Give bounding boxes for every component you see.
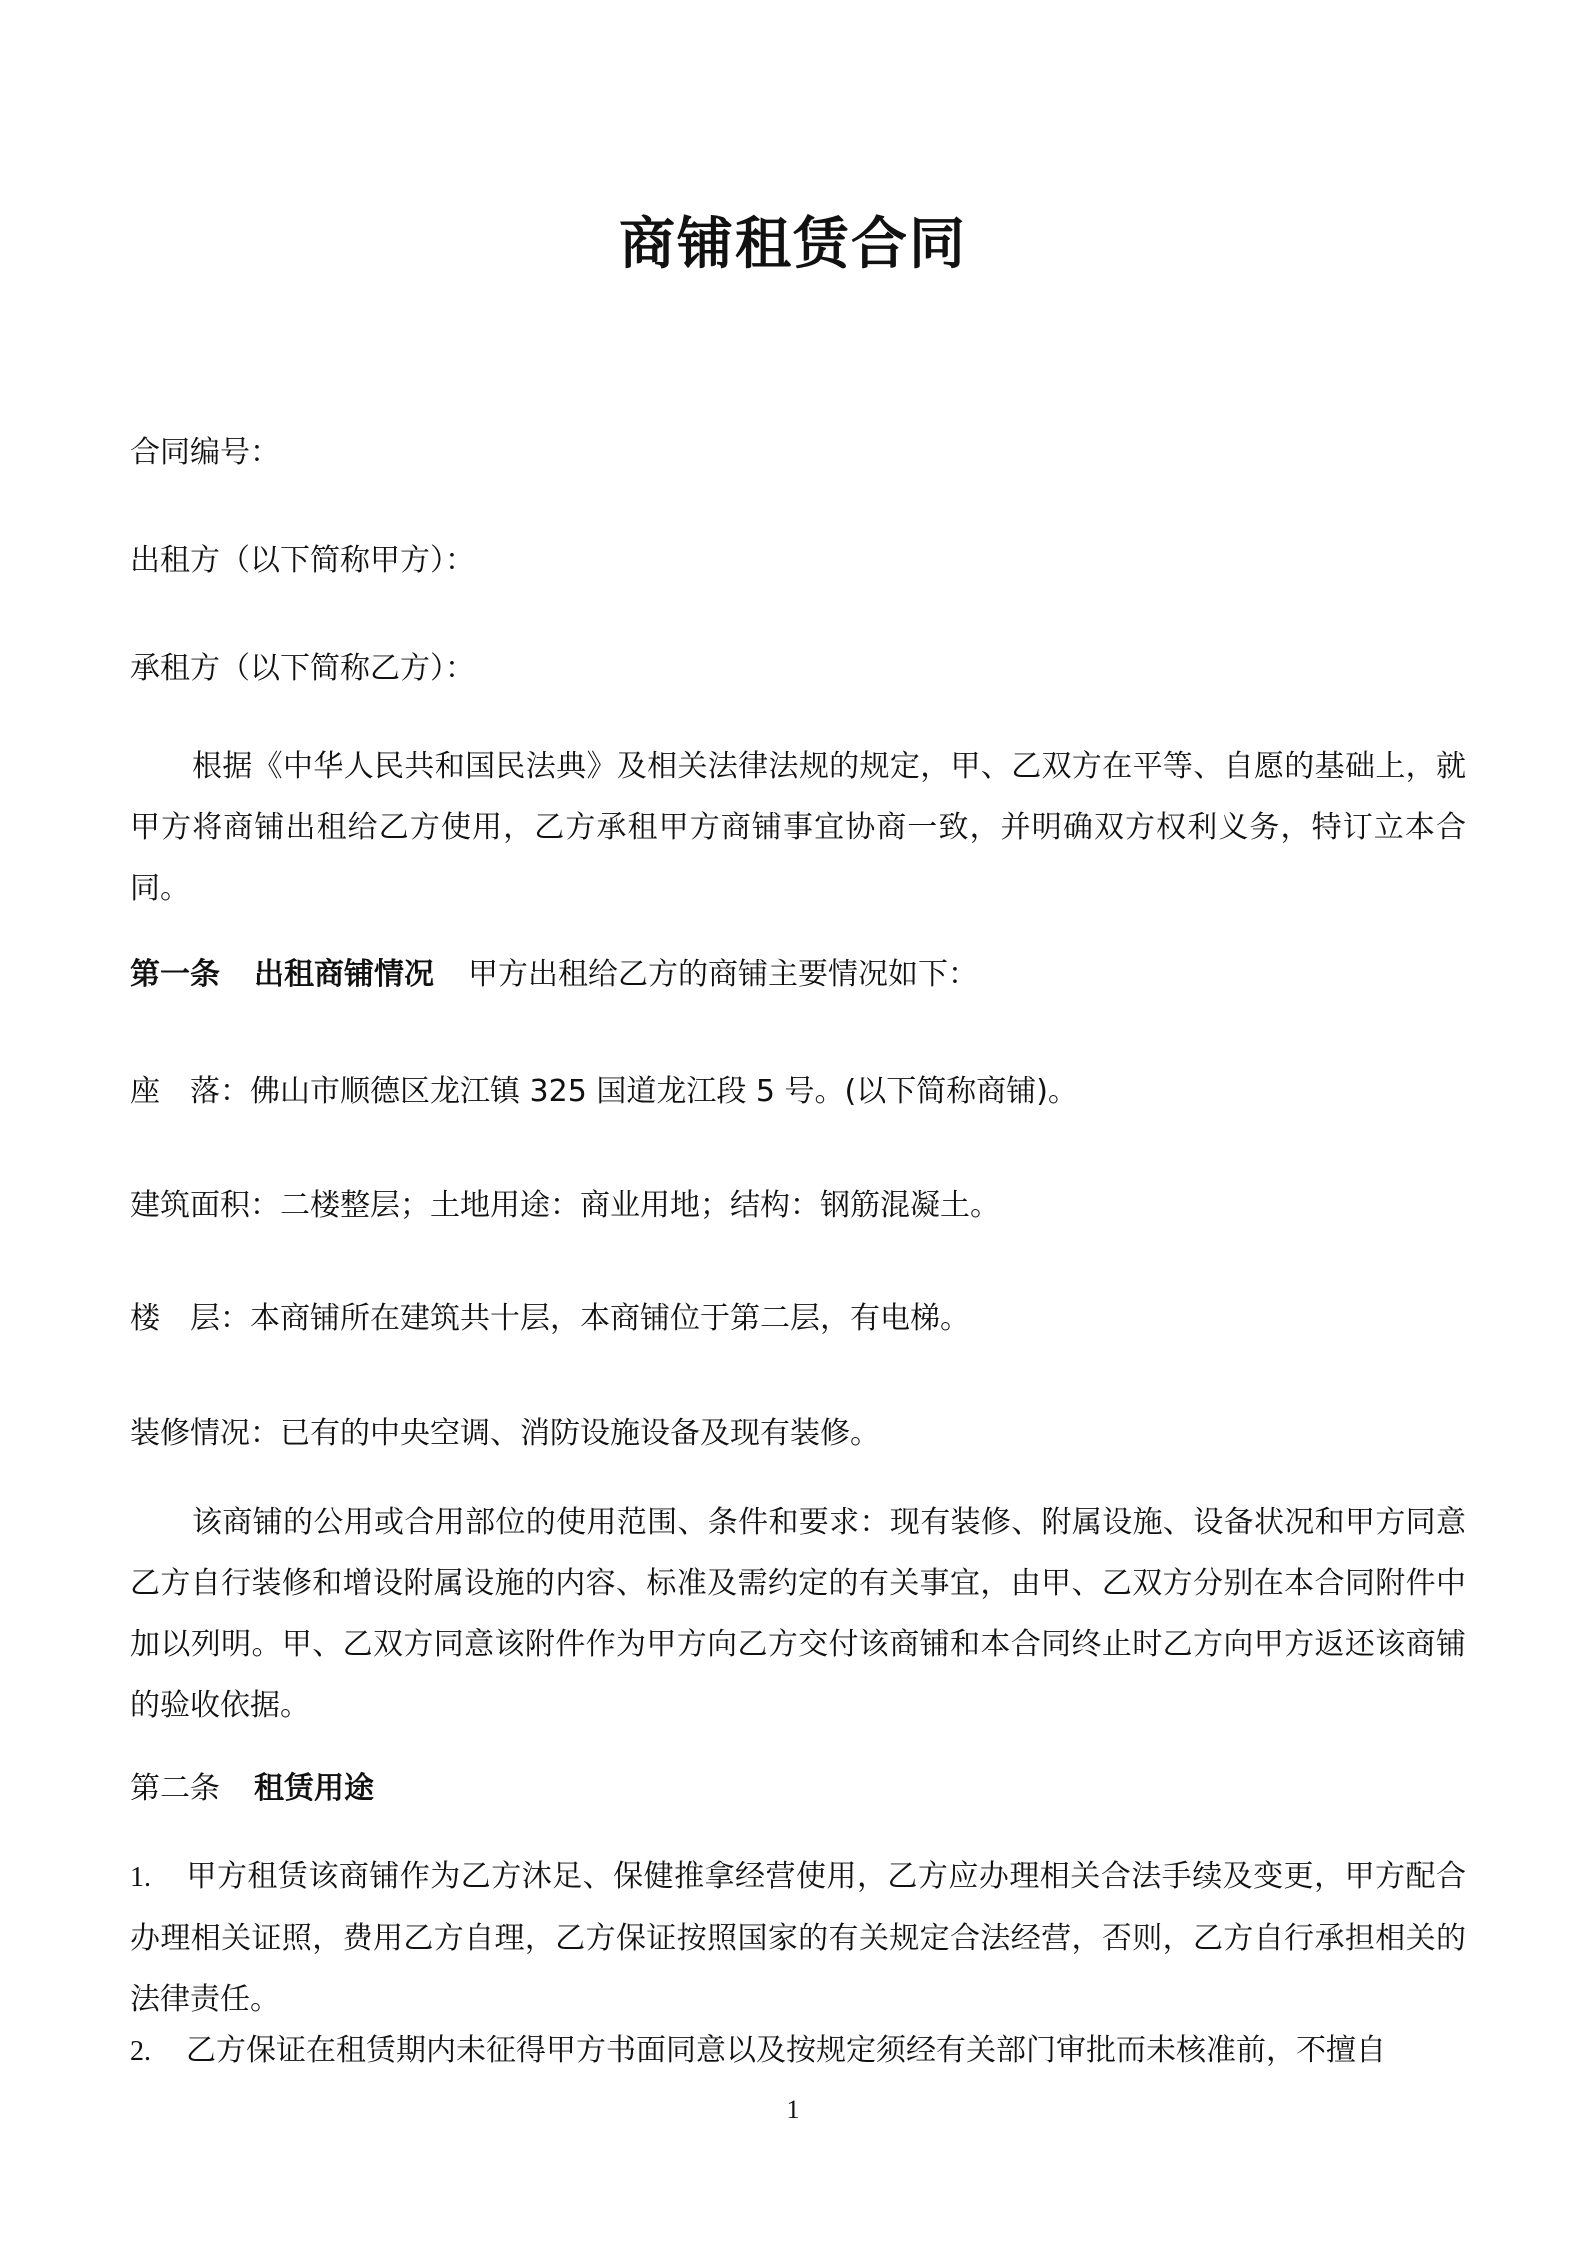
article-2-heading: 租赁用途 [254,1771,374,1806]
intro-paragraph: 根据《中华人民共和国民法典》及相关法律法规的规定，甲、乙双方在平等、自愿的基础上，就甲方将商铺出租给乙方使用，乙方承租甲方商铺事宜协商一致，并明确双方权利义务，特订立本合同。 [130,749,1466,906]
lessor-field: 出租方（以下简称甲方）： [130,543,475,578]
article-2-heading-line [130,1758,1466,1820]
item-number: 2. [130,2036,151,2067]
article-1-heading: 出租商铺情况 [254,957,434,992]
item-text: 甲方租赁该商铺作为乙方沐足、保健推拿经营使用，乙方应办理相关合法手续及变更，甲方配合办理相关证照，费用乙方自理，乙方保证按照国家的有关规定合法经营，否则，乙方自行承担相关的法律责任。 [130,1859,1466,2017]
page-number: 1 [786,2095,800,2124]
item-number: 1. [130,1862,151,1893]
article-2-label: 第二条 [130,1772,220,1805]
lessee-field: 承租方（以下简称乙方）： [130,651,475,686]
article-2-item [130,2020,1466,2082]
usage-scope-paragraph: 该商铺的公用或合用部位的使用范围、条件和要求：现有装修、附属设施、设备状况和甲方同意乙方自行装修和增设附属设施的内容、标准及需约定的有关事宜，由甲、乙双方分别在本合同附件中加以列明。甲、乙双方同意该附件作为甲方向乙方交付该商铺和本合同终止时乙方向甲方返还该商铺的验收依据。 [130,1505,1466,1723]
item-text: 乙方保证在租赁期内未征得甲方书面同意以及按规定须经有关部门审批而未核准前，不擅自 [186,2033,1386,2068]
article-1-label: 第一条 [130,957,220,992]
floor-line: 楼 层：本商铺所在建筑共十层，本商铺位于第二层，有电梯。 [130,1301,970,1336]
decoration-line: 装修情况：已有的中央空调、消防设施设备及现有装修。 [130,1416,880,1451]
article-1-lead: 甲方出租给乙方的商铺主要情况如下： [468,957,978,992]
contract-number-field: 合同编号： [130,435,280,470]
area-line: 建筑面积：二楼整层；土地用途：商业用地；结构：钢筋混凝土。 [130,1188,1000,1223]
location-line: 座 落：佛山市顺德区龙江镇 325 国道龙江段 5 号。(以下简称商铺)。 [130,1074,1078,1109]
contract-title: 商铺租赁合同 [619,212,967,277]
article-2-item [130,1846,1466,2030]
article-1-heading-line [130,944,1466,1006]
